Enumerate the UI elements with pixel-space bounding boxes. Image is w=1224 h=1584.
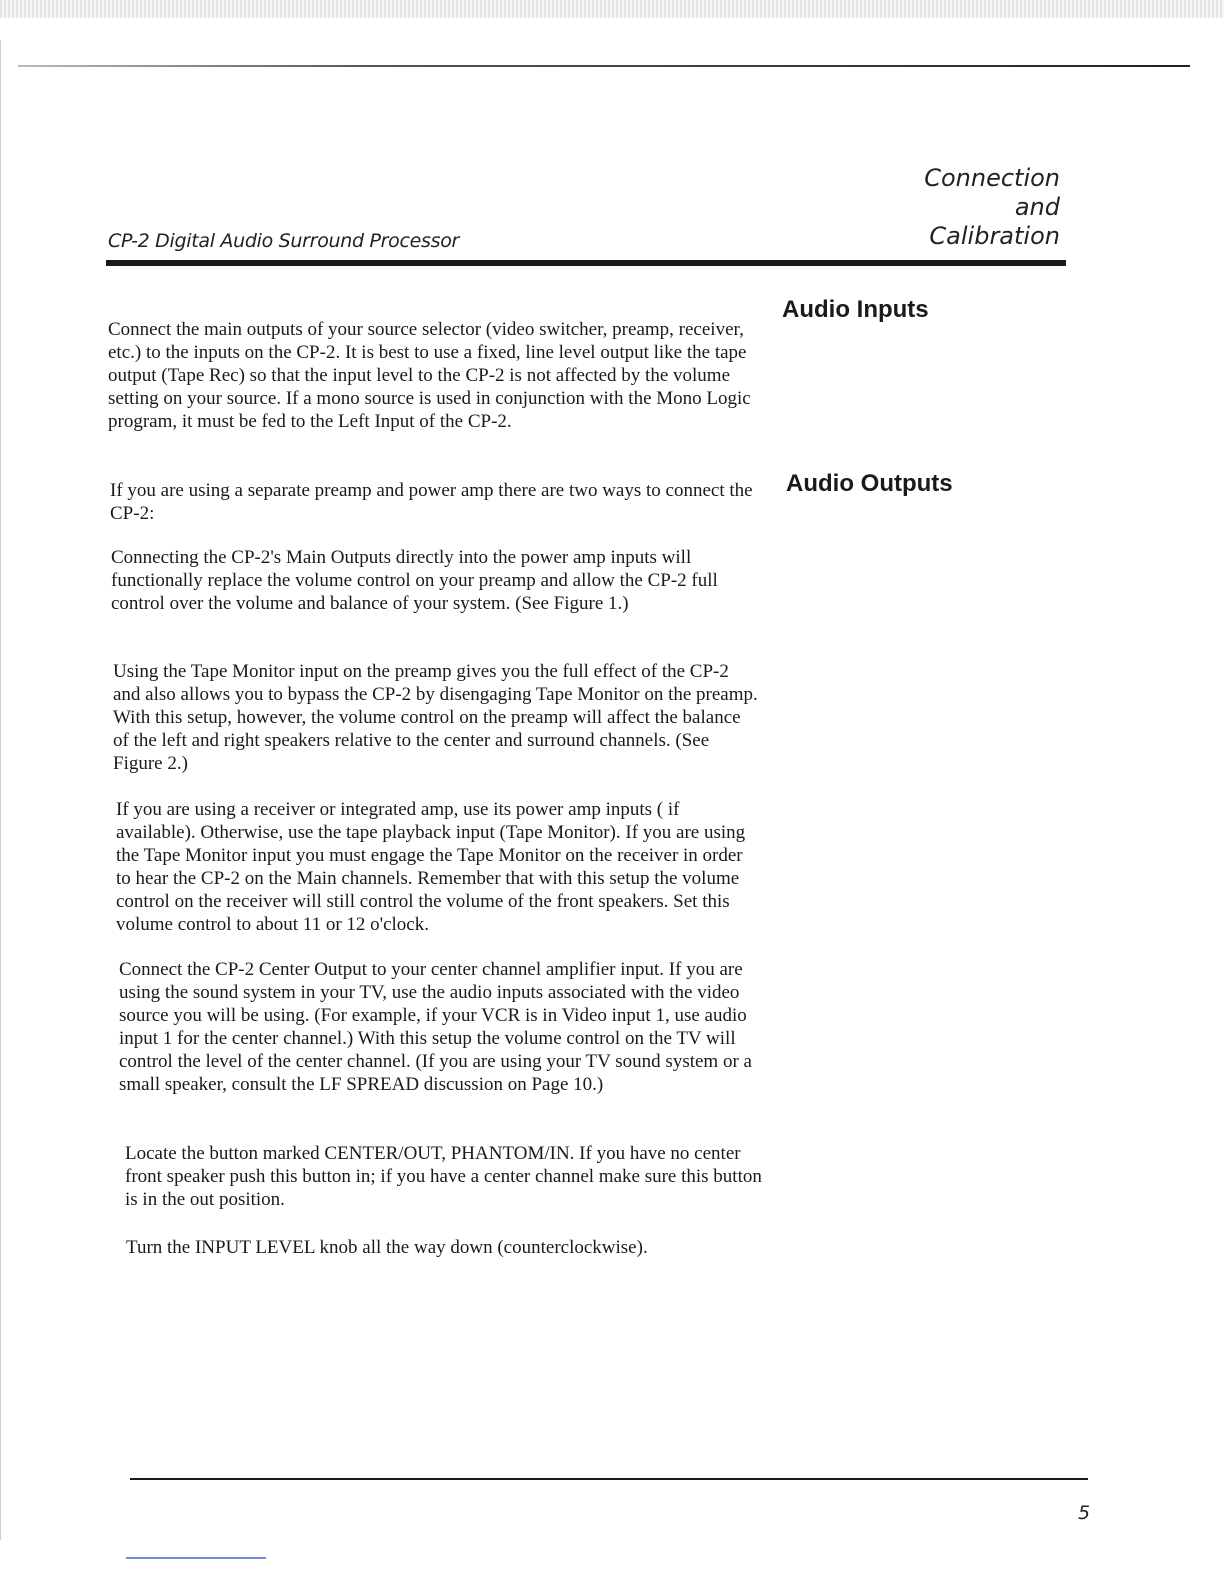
link-underline-mark — [126, 1557, 266, 1559]
section-title-line-2: and — [1014, 193, 1060, 221]
paragraph-separate-preamp: If you are using a separate preamp and power amp there are two ways to connect the CP-2: — [110, 480, 753, 524]
product-title: CP-2 Digital Audio Surround Processor — [108, 230, 460, 252]
paragraph-center-button: Locate the button marked CENTER/OUT, PHANTOM/IN. If you have no center front speaker push this button in; if you have a center channel make sure this button is in the out position. — [125, 1143, 762, 1210]
page-edge-line — [0, 40, 1, 1540]
paragraph-tape-monitor: Using the Tape Monitor input on the preamp gives you the full effect of the CP-2 and also allows you to bypass the CP-2 by disengaging Tape Monitor on the preamp. With this setup, however, the volume control on the preamp will affect the balance of the left and right speakers relative to the center and surround channels. (See Figure 2.) — [113, 661, 758, 774]
top-rule — [18, 65, 1190, 67]
scan-texture-band — [0, 0, 1224, 18]
audio-inputs-heading: Audio Inputs — [782, 296, 929, 323]
footer-rule — [130, 1478, 1088, 1480]
audio-outputs-heading: Audio Outputs — [786, 470, 953, 497]
page-number: 5 — [1078, 1502, 1091, 1524]
header-rule — [106, 260, 1066, 266]
paragraph-center-output: Connect the CP-2 Center Output to your center channel amplifier input. If you are using the sound system in your TV, use the audio inputs associated with the video source you will be using. (For example, if your VCR is in Video input 1, use audio input 1 for the center channel.) With this setup the volume control on the TV will control the level of the center channel. (If you are using your TV sound system or a small speaker, consult the LF SPREAD discussion on Page 10.) — [119, 959, 752, 1095]
paragraph-receiver: If you are using a receiver or integrated amp, use its power amp inputs ( if available). Otherwise, use the tape playback input (Tape Monitor). If you are using the Tape Monitor input you must engage the Tape Monitor on the receiver in order to hear the CP-2 on the Main channels. Remember that with this setup the volume control on the receiver will still control the volume of the front speakers. Set this volume control to about 11 or 12 o'clock. — [116, 799, 746, 935]
paragraph-audio-inputs: Connect the main outputs of your source selector (video switcher, preamp, receiver, etc.) to the inputs on the CP-2. It is best to use a fixed, line level output like the tape output (Tape Rec) so that the input level to the CP-2 is not affected by the volume setting on your source. If a mono source is used in conjunction with the Mono Logic program, it must be fed to the Left Input of the CP-2. — [108, 319, 751, 432]
section-title-line-1: Connection — [924, 164, 1060, 192]
section-title — [924, 164, 1060, 251]
paragraph-main-outputs: Connecting the CP-2's Main Outputs directly into the power amp inputs will functionally replace the volume control on your preamp and allow the CP-2 full control over the volume and balance of your system. (See Figure 1.) — [111, 547, 718, 614]
section-title-line-3: Calibration — [929, 222, 1060, 250]
paragraph-input-level: Turn the INPUT LEVEL knob all the way down (counterclockwise). — [126, 1237, 648, 1258]
